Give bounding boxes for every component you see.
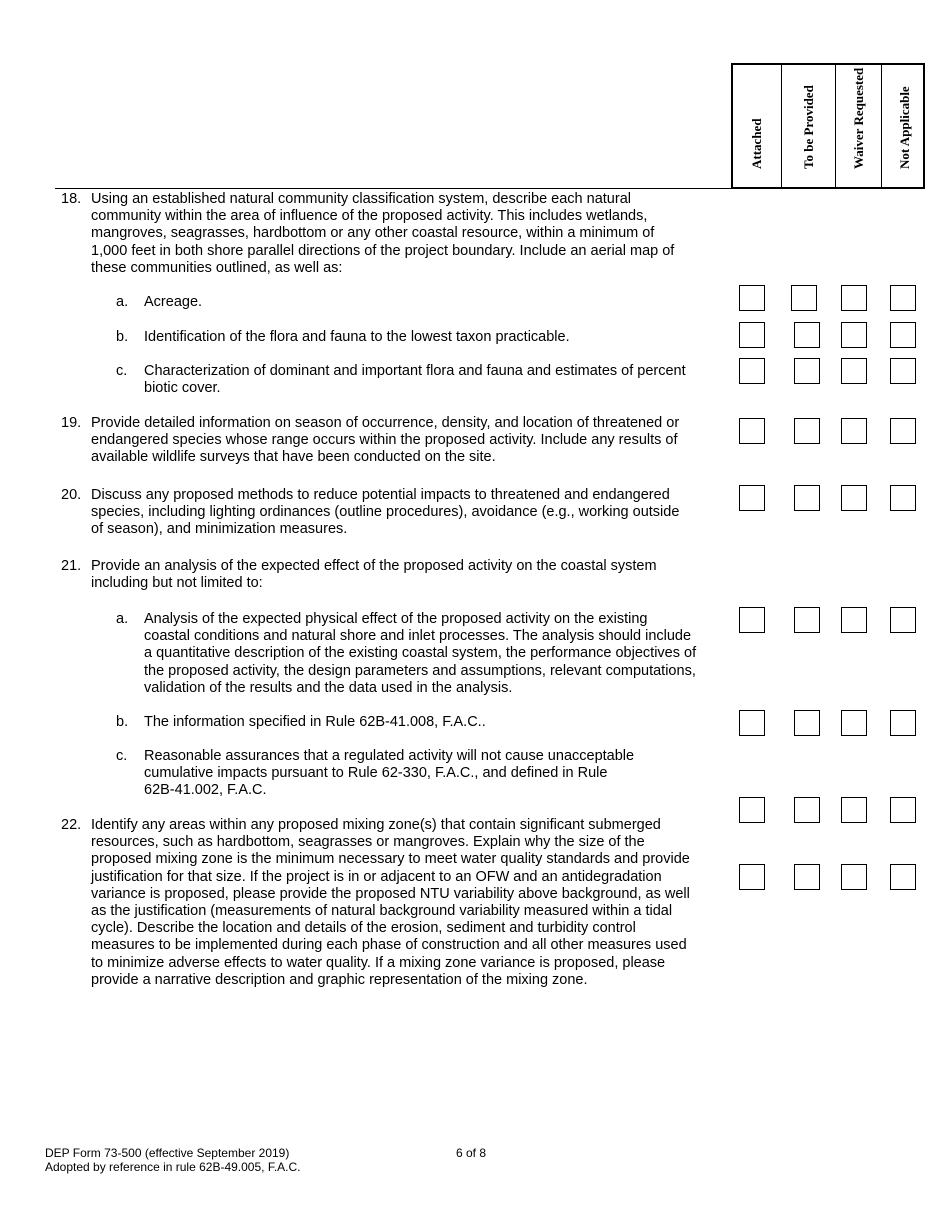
column-label-to-be-provided: To be Provided [800, 85, 816, 169]
checkbox-19-to-be-provided[interactable] [794, 418, 820, 444]
column-label-attached: Attached [749, 118, 764, 169]
checkbox-20-attached[interactable] [739, 485, 765, 511]
item-21a-text: Analysis of the expected physical effect of the proposed activity on the existing coastal conditions and natural shore and inlet processes. The analysis should include a quantitative description of the existing coastal system, the performance objectives of the proposed activity, the design parameters and assumptions, relevant computations, validation of the results and the data used in the analysis. [144, 611, 697, 696]
checkbox-22-attached[interactable] [739, 864, 765, 890]
checkbox-19-attached[interactable] [739, 418, 765, 444]
checkbox-18b-to-be-provided[interactable] [794, 322, 820, 348]
item-22-number: 22. [61, 817, 82, 833]
item-19-text: Provide detailed information on season of occurrence, density, and location of threatened or endangered species whose range occurs within the proposed activity. Include any results of available wildlife surveys that have been conducted on the site. [91, 415, 680, 466]
checkbox-18c-waiver-requested[interactable] [841, 358, 867, 384]
item-18a-text: Acreage. [144, 294, 203, 310]
checkbox-18a-attached[interactable] [739, 285, 765, 311]
item-22-text: Identify any areas within any proposed mixing zone(s) that contain significant submerged resources, such as hardbottom, seagrasses or mangroves. Explain why the size of the proposed mixing zone is the minimum necessary to meet water quality standards and provide justification for that size. If the project is in or adjacent to an OFW and an antidegradation variance is proposed, please provide the proposed NTU variability above background, as well as the justification (measurements of natural background variability measured within a tidal cycle). Describe the location and details of the erosion, sediment and turbidity control measures to be implemented during each phase of construction and all other measures used to minimize adverse effects to water quality. If a mixing zone variance is proposed, please provide a narrative description and graphic representation of the mixing zone. [91, 817, 690, 988]
item-18-text: Using an established natural community classification system, describe each natural community within the area of influence of the proposed activity. This includes wetlands, mangroves, seagrasses, hardbottom or any other coastal resource, within a minimum of 1,000 feet in both shore parallel directions of the project boundary. Include an aerial map of these communities outlined, as well as: [91, 191, 675, 276]
item-21-number: 21. [61, 558, 82, 574]
checkbox-21c-attached[interactable] [739, 797, 765, 823]
item-21-text: Provide an analysis of the expected effect of the proposed activity on the coastal system including but not limited to: [91, 558, 657, 592]
header-divider [55, 188, 733, 189]
checkbox-21c-to-be-provided[interactable] [794, 797, 820, 823]
checkbox-21a-to-be-provided[interactable] [794, 607, 820, 633]
checkbox-20-waiver-requested[interactable] [841, 485, 867, 511]
item-20-text: Discuss any proposed methods to reduce potential impacts to threatened and endangered species, including lighting ordinances (outline procedures), avoidance (e.g., working outside of season), and minimization measures. [91, 487, 680, 538]
checkbox-18a-to-be-provided[interactable] [791, 285, 817, 311]
checkbox-21a-attached[interactable] [739, 607, 765, 633]
page-number: 6 of 8 [456, 1146, 487, 1160]
checkbox-20-not-applicable[interactable] [890, 485, 916, 511]
item-20-number: 20. [61, 487, 82, 503]
item-18c-text: Characterization of dominant and important flora and fauna and estimates of percent biotic cover. [144, 363, 686, 397]
checkbox-18c-to-be-provided[interactable] [794, 358, 820, 384]
item-19-number: 19. [61, 415, 82, 431]
checkbox-18c-not-applicable[interactable] [890, 358, 916, 384]
item-18-number: 18. [61, 191, 82, 207]
item-21a-letter: a. [116, 611, 129, 627]
checkbox-22-waiver-requested[interactable] [841, 864, 867, 890]
checkbox-21a-waiver-requested[interactable] [841, 607, 867, 633]
checkbox-21c-not-applicable[interactable] [890, 797, 916, 823]
checkbox-21b-to-be-provided[interactable] [794, 710, 820, 736]
item-21b-text: The information specified in Rule 62B-41.008, F.A.C.. [144, 714, 486, 730]
checkbox-21b-attached[interactable] [739, 710, 765, 736]
footer-form-name: DEP Form 73-500 (effective September 2019) [45, 1146, 290, 1160]
checkbox-21b-waiver-requested[interactable] [841, 710, 867, 736]
item-21c-text: Reasonable assurances that a regulated activity will not cause unacceptable cumulative impacts pursuant to Rule 62-330, F.A.C., and defined in Rule 62B-41.002, F.A.C. [144, 748, 635, 799]
footer-adopted-rule: Adopted by reference in rule 62B-49.005, F.A.C. [45, 1160, 301, 1174]
item-21b-letter: b. [116, 714, 129, 730]
column-waiver-requested [835, 65, 881, 187]
item-21c-letter: c. [116, 748, 128, 764]
checkbox-18c-attached[interactable] [739, 358, 765, 384]
item-18c-letter: c. [116, 363, 128, 379]
checkbox-18b-not-applicable[interactable] [890, 322, 916, 348]
item-18a-letter: a. [116, 294, 129, 310]
column-label-waiver-requested: Waiver Requested [850, 67, 866, 169]
checkbox-18a-not-applicable[interactable] [890, 285, 916, 311]
column-label-not-applicable: Not Applicable [896, 86, 912, 169]
column-attached [733, 65, 781, 187]
checkbox-21b-not-applicable[interactable] [890, 710, 916, 736]
column-not-applicable [881, 65, 927, 187]
checkbox-18b-attached[interactable] [739, 322, 765, 348]
checkbox-21c-waiver-requested[interactable] [841, 797, 867, 823]
checkbox-22-not-applicable[interactable] [890, 864, 916, 890]
footer-form-info [45, 1146, 301, 1174]
column-to-be-provided [781, 65, 835, 187]
checkbox-18b-waiver-requested[interactable] [841, 322, 867, 348]
checkbox-19-not-applicable[interactable] [890, 418, 916, 444]
item-18b-text: Identification of the flora and fauna to the lowest taxon practicable. [144, 329, 570, 345]
checkbox-22-to-be-provided[interactable] [794, 864, 820, 890]
checklist-column-header [731, 63, 925, 189]
checkbox-18a-waiver-requested[interactable] [841, 285, 867, 311]
checkbox-20-to-be-provided[interactable] [794, 485, 820, 511]
item-18b-letter: b. [116, 329, 129, 345]
checkbox-21a-not-applicable[interactable] [890, 607, 916, 633]
checkbox-19-waiver-requested[interactable] [841, 418, 867, 444]
